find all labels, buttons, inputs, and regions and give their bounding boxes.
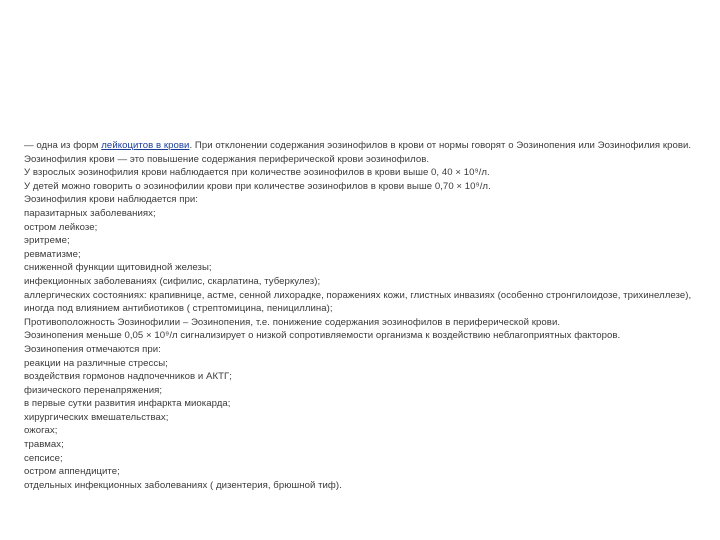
article-body: [24, 139, 696, 492]
list-item: в первые сутки развития инфаркта миокарда;: [24, 398, 231, 410]
list-item: остром аппендиците;: [24, 466, 120, 478]
intro-paragraph: [24, 139, 696, 153]
text-line: Эозинофилия крови — это повышение содержания периферической крови эозинофилов.: [24, 153, 430, 165]
list-item: отдельных инфекционных заболеваниях ( дизентерия, брюшной тиф).: [24, 479, 342, 491]
text-line: Противоположность Эозинофилии – Эозинопения, т.е. понижение содержания эозинофилов в периферической крови.: [24, 316, 561, 328]
list-item: сепсисе;: [24, 452, 63, 464]
leukocytes-link[interactable]: лейкоцитов в крови: [101, 140, 190, 151]
list-item: травмах;: [24, 439, 64, 451]
text-line: У взрослых эозинофилия крови наблюдается при количестве эозинофилов в крови выше 0, 40 × 10⁹/л.: [24, 167, 490, 179]
text-line: Эозинопения меньше 0,05 × 10⁹/л сигнализирует о низкой сопротивляемости организма к воздействию неблагоприятных факторов.: [24, 330, 621, 342]
text-line: У детей можно говорить о эозинофилии крови при количестве эозинофилов в крови выше 0,70 × 10⁹/л.: [24, 180, 491, 192]
list-item: ревматизме;: [24, 248, 81, 260]
list-item: сниженной функции щитовидной железы;: [24, 262, 212, 274]
text-line: Эозинофилия крови наблюдается при:: [24, 194, 199, 206]
intro-suffix: . При отклонении содержания эозинофилов в крови от нормы говорят о Эозинопения или Эозинофилия крови.: [189, 140, 692, 151]
list-item: инфекционных заболеваниях (сифилис, скарлатина, туберкулез);: [24, 275, 321, 287]
intro-prefix: — одна из форм: [24, 140, 102, 151]
text-line: Эозинопения отмечаются при:: [24, 343, 161, 355]
list-item: физического перенапряжения;: [24, 384, 163, 396]
list-item: эритреме;: [24, 235, 70, 247]
list-item: реакции на различные стрессы;: [24, 357, 168, 369]
list-item: ожогах;: [24, 425, 58, 437]
list-item: хирургических вмешательствах;: [24, 411, 169, 423]
list-item: воздействия гормонов надпочечников и АКТГ;: [24, 371, 232, 383]
list-item: паразитарных заболеваниях;: [24, 207, 156, 219]
list-item: остром лейкозе;: [24, 221, 98, 233]
list-item: аллергических состояниях: крапивнице, астме, сенной лихорадке, поражениях кожи, глистных инвазиях (особенно стронгилоидозе, трихинеллезе), иногда под влиянием антибиотиков ( стрептомицина, пенициллина);: [24, 289, 692, 315]
